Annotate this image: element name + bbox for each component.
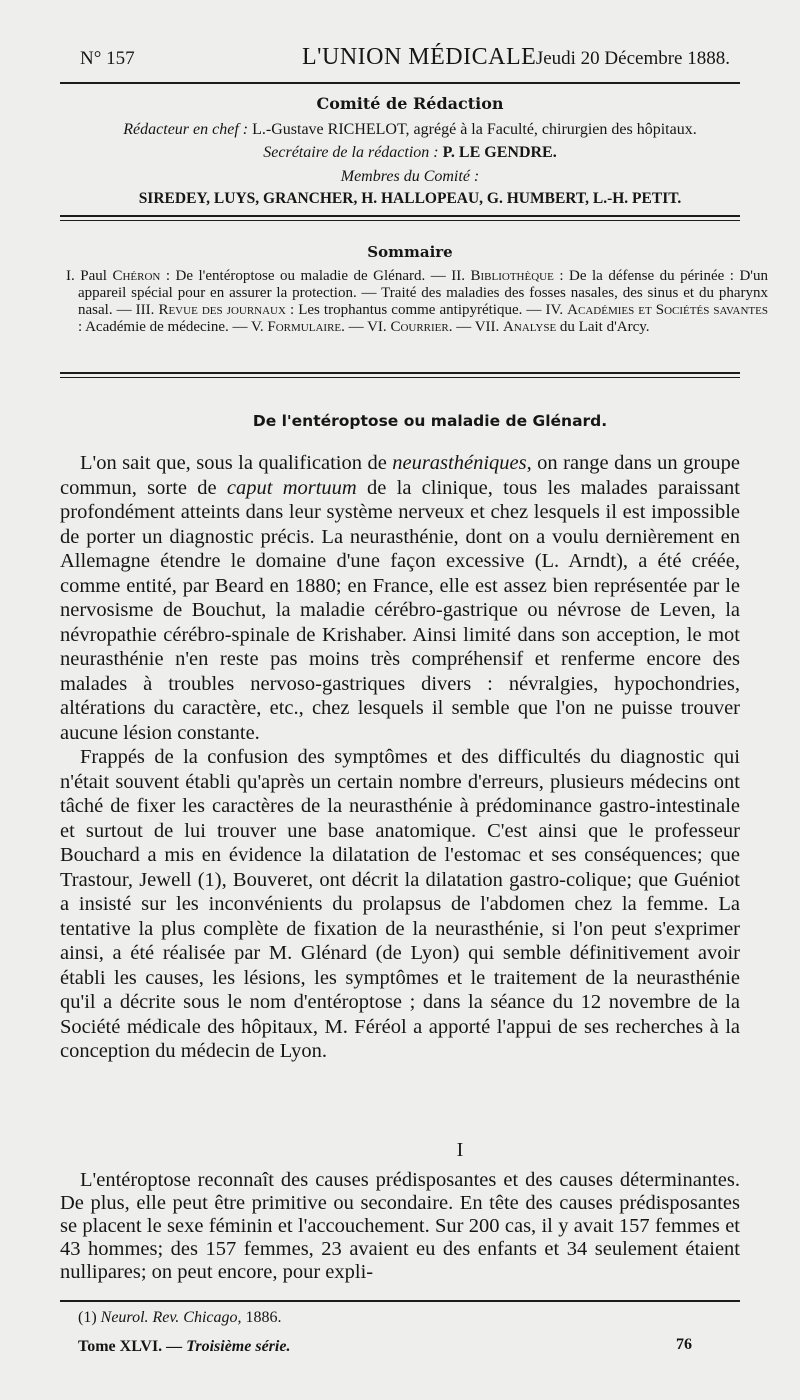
section-number: I (456, 1139, 464, 1161)
journal-title: L'UNION MÉDICALE (302, 44, 537, 70)
members-names: SIREDEY, LUYS, GRANCHER, H. HALLOPEAU, G. HUMBERT, L.-H. PETIT. (138, 190, 682, 207)
article-title: De l'entéroptose ou maladie de Glénard. (252, 412, 608, 430)
tome-line: Tome XLVI. — Troisième série. (78, 1338, 291, 1355)
secretary-name: P. LE GENDRE. (442, 144, 557, 161)
sommaire-rule-1 (60, 372, 740, 374)
secretary-line (60, 144, 760, 162)
masthead (80, 42, 730, 76)
sommaire-heading: Sommaire (367, 243, 453, 261)
members-label: Membres du Comité : (340, 168, 480, 185)
chief-label: Rédacteur en chef : (123, 121, 249, 138)
comite-heading: Comité de Rédaction (316, 94, 504, 113)
secretary-label: Secrétaire de la rédaction : (263, 144, 439, 161)
issue-number: N° 157 (80, 48, 135, 69)
masthead-rule (60, 82, 740, 84)
sommaire-text: I. Paul Chéron : De l'entéroptose ou maladie de Glénard. — II. Bibliothèque : De la défense du périnée : D'un appareil spécial pour en assurer la protection. — Traité des maladies des fosses nasales, des sinus et du pharynx nasal. — III. Revue des journaux : Les trophantus comme antipyrétique. — IV. Académies et Sociétés savantes : Académie de médecine. — V. Formulaire. — VI. Courrier. — VII. Analyse du Lait d'Arcy. (66, 268, 768, 335)
sommaire-rule-2 (60, 377, 740, 378)
article-body (60, 451, 740, 1064)
paragraph-1: L'on sait que, sous la qualification de neurasthéniques, on range dans un groupe commun, sorte de caput mortuum de la clinique, tous les malades paraissant profondément atteints dans leur système nerveux et chez lesquels il est impossible de porter un diagnostic précis. La neurasthénie, dont on a voulu dernièrement en Allemagne étendre le domaine d'une façon excessive (L. Arndt), a été créée, comme entité, par Beard en 1880; en France, elle est assez bien représentée par le nervosisme de Bouchut, la maladie cérébro-gastrique ou névrose de Leven, la névropathie cérébro-spinale de Krishaber. Ainsi limité dans son acception, le mot neurasthénie n'en reste pas moins très compréhensif et renferme encore des malades à troubles nervoso-gastriques divers : névralgies, hypochondries, altérations du caractère, etc., chez lesquels il semble que l'on ne puisse trouver aucune lésion constante. (60, 452, 740, 744)
chief-name: L.-Gustave RICHELOT, agrégé à la Faculté, chirurgien des hôpitaux. (252, 121, 697, 138)
comite-rule-2 (60, 220, 740, 221)
footnote: (1) Neurol. Rev. Chicago, 1886. (78, 1309, 282, 1326)
members-label-line (60, 168, 760, 186)
paragraph-2: Frappés de la confusion des symptômes et des difficultés du diagnostic qui n'était souvent établi qu'après un certain nombre d'erreurs, plusieurs médecins ont tâché de fixer les caractères de la neurasthénie à prédominance gastro-intestinale et surtout de lui trouver une base anatomique. C'est ainsi que le professeur Bouchard a mis en évidence la dilatation de l'estomac et ses conséquences; que Trastour, Jewell (1), Bouveret, ont décrit la dilatation gastro-colique; que Guéniot a insisté sur les inconvénients du prolapsus de l'abdomen chez la femme. La tentative la plus complète de fixation de la neurasthénie, si l'on peut s'exprimer ainsi, a été réalisée par M. Glénard (de Lyon) qui semble définitivement avoir établi les causes, les lésions, les symptômes et le traitement de la neurasthénie qu'il a décrite sous le nom d'entéroptose ; dans la séance du 12 novembre de la Société médicale des hôpitaux, M. Féréol a apporté l'appui de ses recherches à la conception du médecin de Lyon. (60, 746, 740, 1062)
footnote-rule (60, 1300, 740, 1302)
page-number: 76 (676, 1336, 692, 1353)
comite-rule-1 (60, 215, 740, 217)
article-body-section-1 (60, 1169, 740, 1284)
sommaire-author: Chéron (112, 268, 161, 284)
paragraph-3: L'entéroptose reconnaît des causes prédisposantes et des causes déterminantes. De plus, elle peut être primitive ou secondaire. En tête des causes prédisposantes se placent le sexe féminin et l'accouchement. Sur 200 cas, il y avait 157 femmes et 43 hommes; des 157 femmes, 23 avaient eu des enfants et 34 seulement étaient nullipares; on peut encore, pour expli- (60, 1169, 740, 1283)
issue-date: Jeudi 20 Décembre 1888. (535, 48, 730, 69)
chief-editor-line (60, 121, 760, 139)
